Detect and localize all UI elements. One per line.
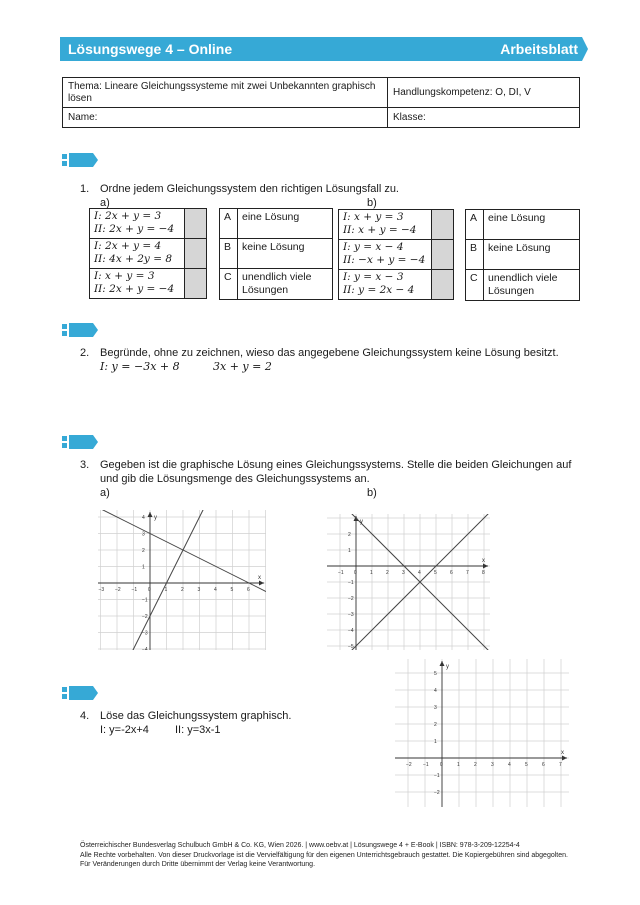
task2-equation-1: I: y = −3x + 8 (100, 360, 180, 373)
options-table-b (465, 209, 580, 301)
x-tick-label: 4 (418, 570, 421, 576)
option-text: eine Lösung (484, 210, 580, 240)
y-tick-label: 2 (142, 548, 145, 554)
x-tick-label: −1 (131, 587, 138, 593)
answer-box[interactable] (432, 210, 454, 240)
x-tick-label: 0 (148, 587, 151, 593)
section-marker-icon (62, 153, 98, 167)
table-row (339, 210, 454, 240)
x-tick-label: 5 (230, 587, 234, 593)
y-tick-label: −2 (142, 614, 148, 620)
y-tick-label: −2 (434, 790, 440, 796)
table-row (466, 210, 580, 240)
x-tick-label: 4 (508, 762, 511, 768)
x-tick-label: −2 (406, 762, 412, 768)
answer-box[interactable] (432, 270, 454, 300)
answer-box[interactable] (185, 209, 207, 239)
options-table-a (219, 208, 333, 300)
y-tick-label: 2 (348, 532, 351, 538)
task1-number: 1. (80, 183, 90, 195)
x-tick-label: −2 (115, 587, 121, 593)
option-letter: C (220, 269, 238, 300)
option-text: unendlich viele Lösungen (484, 270, 580, 301)
x-tick-label: 8 (482, 570, 485, 576)
table-row (220, 209, 333, 239)
x-tick-label: 0 (440, 762, 443, 768)
header-arrow-tip (582, 37, 588, 61)
x-tick-label: 3 (491, 762, 494, 768)
equation: II: 2x + y = −4 (94, 283, 175, 295)
task1-text: Ordne jedem Gleichungssystem den richtigen Lösungsfall zu. (100, 183, 399, 195)
answer-box[interactable] (185, 239, 207, 269)
y-tick-label: −1 (434, 773, 440, 779)
x-tick-label: −1 (423, 762, 429, 768)
option-text: keine Lösung (238, 239, 333, 269)
task3-part-b: b) (367, 487, 377, 499)
meta-table (62, 77, 580, 128)
x-axis-label: x (258, 575, 261, 581)
y-tick-label: −3 (348, 612, 354, 618)
y-tick-label: 3 (142, 531, 145, 538)
table-row (339, 240, 454, 270)
page-title: Lösungswege 4 – Online (68, 41, 233, 57)
x-tick-label: 7 (466, 570, 469, 576)
table-row (339, 270, 454, 300)
y-tick-label: 4 (142, 515, 145, 521)
task2-text: Begründe, ohne zu zeichnen, wieso das angegebene Gleichungssystem keine Lösung besitzt. (100, 347, 559, 359)
equation: II: 4x + 2y = 8 (94, 253, 173, 265)
klasse-field[interactable]: Klasse: (388, 108, 580, 128)
task3-number: 3. (80, 459, 90, 471)
option-letter: C (466, 270, 484, 301)
y-tick-label: −4 (348, 628, 354, 634)
task1-part-b: b) (367, 197, 377, 209)
equation: II: y = 2x − 4 (343, 284, 415, 296)
x-axis-arrow-icon (483, 564, 488, 569)
function-line (98, 510, 266, 650)
section-marker-icon (62, 435, 98, 449)
y-tick-label: −5 (348, 644, 354, 650)
y-tick-label: −2 (348, 596, 354, 602)
x-tick-label: 7 (559, 762, 562, 768)
y-tick-label: 1 (434, 739, 437, 745)
y-tick-label: −1 (142, 597, 148, 604)
x-tick-label: 5 (525, 762, 528, 768)
x-tick-label: 1 (164, 587, 168, 593)
x-tick-label: 6 (247, 587, 250, 593)
y-tick-label: 5 (434, 671, 437, 677)
equation: II: 2x + y = −4 (94, 223, 175, 235)
name-field[interactable]: Name: (63, 108, 388, 128)
y-tick-label: −3 (142, 630, 148, 637)
equation: I: y = x − 4 (343, 241, 404, 253)
task2-number: 2. (80, 347, 90, 359)
option-text: eine Lösung (238, 209, 333, 239)
equation: I: y = x − 3 (343, 271, 404, 283)
table-row (90, 209, 207, 239)
option-letter: A (466, 210, 484, 240)
x-tick-label: −3 (98, 587, 105, 593)
task4-equation-2: II: y=3x-1 (175, 724, 221, 736)
footer-line: Österreichischer Bundesverlag Schulbuch GmbH & Co. KG, Wien 2026. | www.oebv.at | Lösungswege 4 + E-Book | ISBN: 978-3-209-12254-4 (80, 842, 520, 849)
equation: II: −x + y = −4 (343, 254, 426, 266)
kompetenz-cell: Handlungskompetenz: O, DI, V (388, 78, 580, 108)
y-tick-label: 1 (142, 564, 145, 571)
task3-part-a: a) (100, 487, 110, 499)
table-row (220, 239, 333, 269)
x-tick-label: 0 (354, 570, 357, 576)
graph-blank-grid[interactable] (395, 659, 569, 807)
option-letter: B (220, 239, 238, 269)
graph-a (98, 510, 266, 650)
table-row (466, 240, 580, 270)
equation: I: x + y = 3 (94, 270, 155, 282)
x-tick-label: 6 (450, 570, 453, 576)
function-line (98, 510, 266, 592)
equation: II: x + y = −4 (343, 224, 417, 236)
equation: I: x + y = 3 (343, 211, 404, 223)
x-tick-label: 2 (181, 587, 184, 593)
task1-part-a: a) (100, 197, 110, 209)
x-tick-label: −1 (338, 570, 344, 576)
section-marker-icon (62, 686, 98, 700)
option-text: keine Lösung (484, 240, 580, 270)
x-tick-label: 6 (542, 762, 545, 768)
y-axis-arrow-icon (440, 661, 445, 666)
y-tick-label: −1 (348, 580, 354, 586)
footer (80, 841, 570, 870)
x-tick-label: 1 (370, 570, 373, 576)
task4-number: 4. (80, 710, 90, 722)
x-axis-arrow-icon (259, 581, 264, 586)
graph-b (327, 514, 490, 650)
x-axis-label: x (561, 750, 564, 756)
y-tick-label: 4 (434, 688, 437, 694)
y-axis-label: y (360, 519, 363, 525)
footer-line: Alle Rechte vorbehalten. Von dieser Druckvorlage ist die Vervielfältigung für den eigenen Unterrichtsgebrauch gestattet. Die Kopiergebühren sind abgegolten. Für Veränderungen durch Dritte übernimmt der Verlag keine Verantwortung. (80, 851, 568, 868)
table-row (220, 269, 333, 300)
task4-text: Löse das Gleichungssystem graphisch. (100, 710, 292, 722)
y-axis-label: y (154, 515, 157, 521)
thema-cell: Thema: Lineare Gleichungssysteme mit zwei Unbekannten graphisch lösen (63, 78, 388, 108)
table-row (466, 270, 580, 301)
table-row (90, 269, 207, 299)
x-tick-label: 3 (402, 570, 405, 576)
worksheet-label: Arbeitsblatt (500, 41, 578, 57)
y-tick-label: 3 (434, 705, 437, 711)
systems-table-b (338, 209, 454, 300)
answer-box[interactable] (185, 269, 207, 299)
x-tick-label: 2 (386, 570, 389, 576)
x-tick-label: 1 (457, 762, 460, 768)
section-marker-icon (62, 323, 98, 337)
x-tick-label: 4 (214, 587, 217, 593)
y-axis-arrow-icon (148, 512, 153, 517)
systems-table-a (89, 208, 207, 299)
table-row (90, 239, 207, 269)
y-tick-label: 2 (434, 722, 437, 728)
y-tick-label: 1 (348, 548, 351, 554)
option-letter: B (466, 240, 484, 270)
x-tick-label: 2 (474, 762, 477, 768)
x-tick-label: 3 (197, 587, 201, 593)
y-axis-label: y (446, 664, 449, 670)
task3-text: Gegeben ist die graphische Lösung eines Gleichungssystems. Stelle die beiden Gleichungen auf und gib die Lösungsmenge des Gleichungssystems an. (100, 459, 572, 485)
y-tick-label: −4 (142, 647, 148, 650)
x-axis-arrow-icon (562, 756, 567, 761)
task2-equation-2: 3x + y = 2 (213, 360, 272, 373)
option-text: unendlich viele Lösungen (238, 269, 333, 300)
equation: I: 2x + y = 3 (94, 210, 162, 222)
task4-equation-1: I: y=-2x+4 (100, 724, 149, 736)
x-axis-label: x (482, 558, 485, 564)
option-letter: A (220, 209, 238, 239)
equation: I: 2x + y = 4 (94, 240, 162, 252)
x-tick-label: 5 (434, 570, 437, 576)
answer-box[interactable] (432, 240, 454, 270)
